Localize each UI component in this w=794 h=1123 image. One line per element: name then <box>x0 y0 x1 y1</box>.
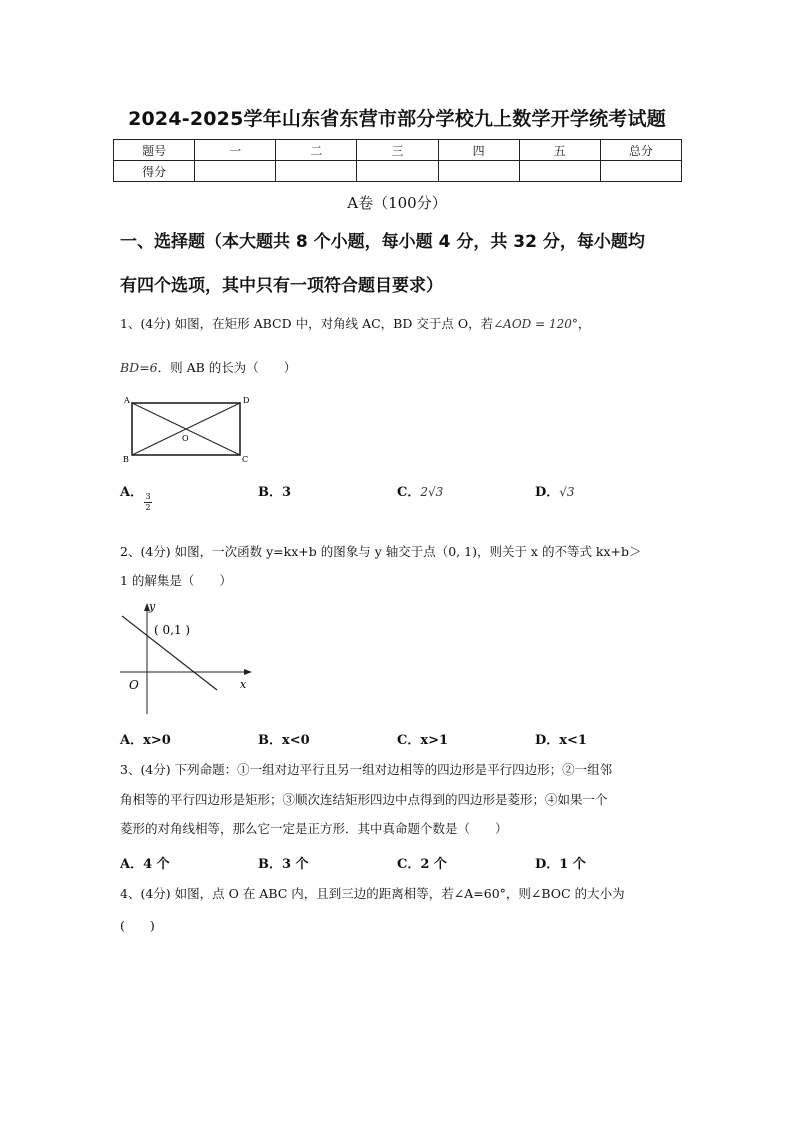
q4-line2: ( ) <box>120 918 155 933</box>
q2-option-b[interactable]: B．x<0 <box>258 733 310 748</box>
score-cell[interactable] <box>600 161 681 182</box>
option-value: 2√3 <box>420 485 444 499</box>
label-a: A <box>124 396 130 405</box>
score-header-cell: 二 <box>276 140 357 161</box>
q2-line1: 2、(4分) 如图，一次函数 y=kx+b 的图象与 y 轴交于点（0, 1)，则关于 x 的不等式 kx+b＞ <box>120 544 642 559</box>
label-d: D <box>243 396 250 405</box>
q1-rest: ．则 AB 的长为（ ） <box>157 360 297 375</box>
q3-option-a[interactable]: A．4 个 <box>120 857 170 872</box>
q1-option-b[interactable]: B．3 <box>258 485 292 500</box>
option-letter: C． <box>397 485 421 500</box>
score-row-label: 得分 <box>114 161 195 182</box>
q1-text: 1、(4分) 如图，在矩形 ABCD 中，对角线 AC，BD 交于点 O，若 <box>120 316 494 331</box>
label-origin: O <box>129 678 139 692</box>
score-cell[interactable] <box>195 161 276 182</box>
q1-option-a-fraction <box>144 492 152 513</box>
score-table <box>113 139 682 182</box>
label-b: B <box>123 455 129 464</box>
label-x: x <box>240 678 247 691</box>
q1-bd: BD=6 <box>120 360 158 375</box>
q1-comma: ， <box>577 316 591 331</box>
label-y: y <box>149 600 156 613</box>
part1-heading-line1: 一、选择题（本大题共 8 个小题，每小题 4 分，共 32 分，每小题均 <box>120 232 645 252</box>
q1-line1 <box>120 310 680 338</box>
score-cell[interactable] <box>276 161 357 182</box>
fraction-denominator: 2 <box>145 503 151 512</box>
label-o: O <box>182 434 189 443</box>
option-value: √3 <box>559 485 575 499</box>
section-a-title: A卷（100分） <box>347 194 447 212</box>
q3-option-d[interactable]: D．1 个 <box>535 857 586 872</box>
score-header-cell: 题号 <box>114 140 195 161</box>
score-header-cell: 一 <box>195 140 276 161</box>
q1-angle: ∠AOD = 120° <box>493 317 578 331</box>
q1-option-a[interactable] <box>120 481 143 500</box>
option-letter: A． <box>120 485 144 500</box>
score-table-score-row <box>114 161 682 182</box>
q3-line1: 3、(4分) 下列命题：①一组对边平行且另一组对边相等的四边形是平行四边形；②一组邻 <box>120 762 613 777</box>
part1-heading-line2: 有四个选项，其中只有一项符合题目要求） <box>120 276 443 296</box>
score-table-header-row <box>114 140 682 161</box>
score-cell[interactable] <box>519 161 600 182</box>
page-title: 2024-2025学年山东省东营市部分学校九上数学开学统考试题 <box>128 108 666 130</box>
q3-option-b[interactable]: B．3 个 <box>258 857 309 872</box>
fraction-numerator: 3 <box>145 492 151 501</box>
q1-line2 <box>120 354 680 382</box>
score-header-cell: 三 <box>357 140 438 161</box>
option-letter: D． <box>535 485 560 500</box>
q2-option-c[interactable]: C．x>1 <box>397 733 449 748</box>
q1-rectangle-figure <box>118 394 258 466</box>
q3-line3: 菱形的对角线相等，那么它一定是正方形．其中真命题个数是（ ） <box>120 821 508 836</box>
score-cell[interactable] <box>357 161 438 182</box>
score-header-cell: 总分 <box>600 140 681 161</box>
score-header-cell: 四 <box>438 140 519 161</box>
label-c: C <box>242 455 249 464</box>
label-point: ( 0,1 ) <box>154 623 191 637</box>
q2-option-d[interactable]: D．x<1 <box>535 733 587 748</box>
q1-option-d[interactable] <box>535 481 575 500</box>
q4-line1: 4、(4分) 如图，点 O 在 ABC 内，且到三边的距离相等，若∠A=60°，则∠BOC 的大小为 <box>120 886 625 901</box>
q3-option-c[interactable]: C．2 个 <box>397 857 447 872</box>
x-axis-arrow-icon <box>244 669 252 675</box>
score-header-cell: 五 <box>519 140 600 161</box>
q3-line2: 角相等的平行四边形是矩形；③顺次连结矩形四边中点得到的四边形是菱形；④如果一个 <box>120 792 608 807</box>
q2-option-a[interactable]: A．x>0 <box>120 733 171 748</box>
score-cell[interactable] <box>438 161 519 182</box>
q2-line2: 1 的解集是（ ） <box>120 573 232 588</box>
q2-graph-figure <box>116 598 256 718</box>
q1-option-c[interactable] <box>397 481 443 500</box>
